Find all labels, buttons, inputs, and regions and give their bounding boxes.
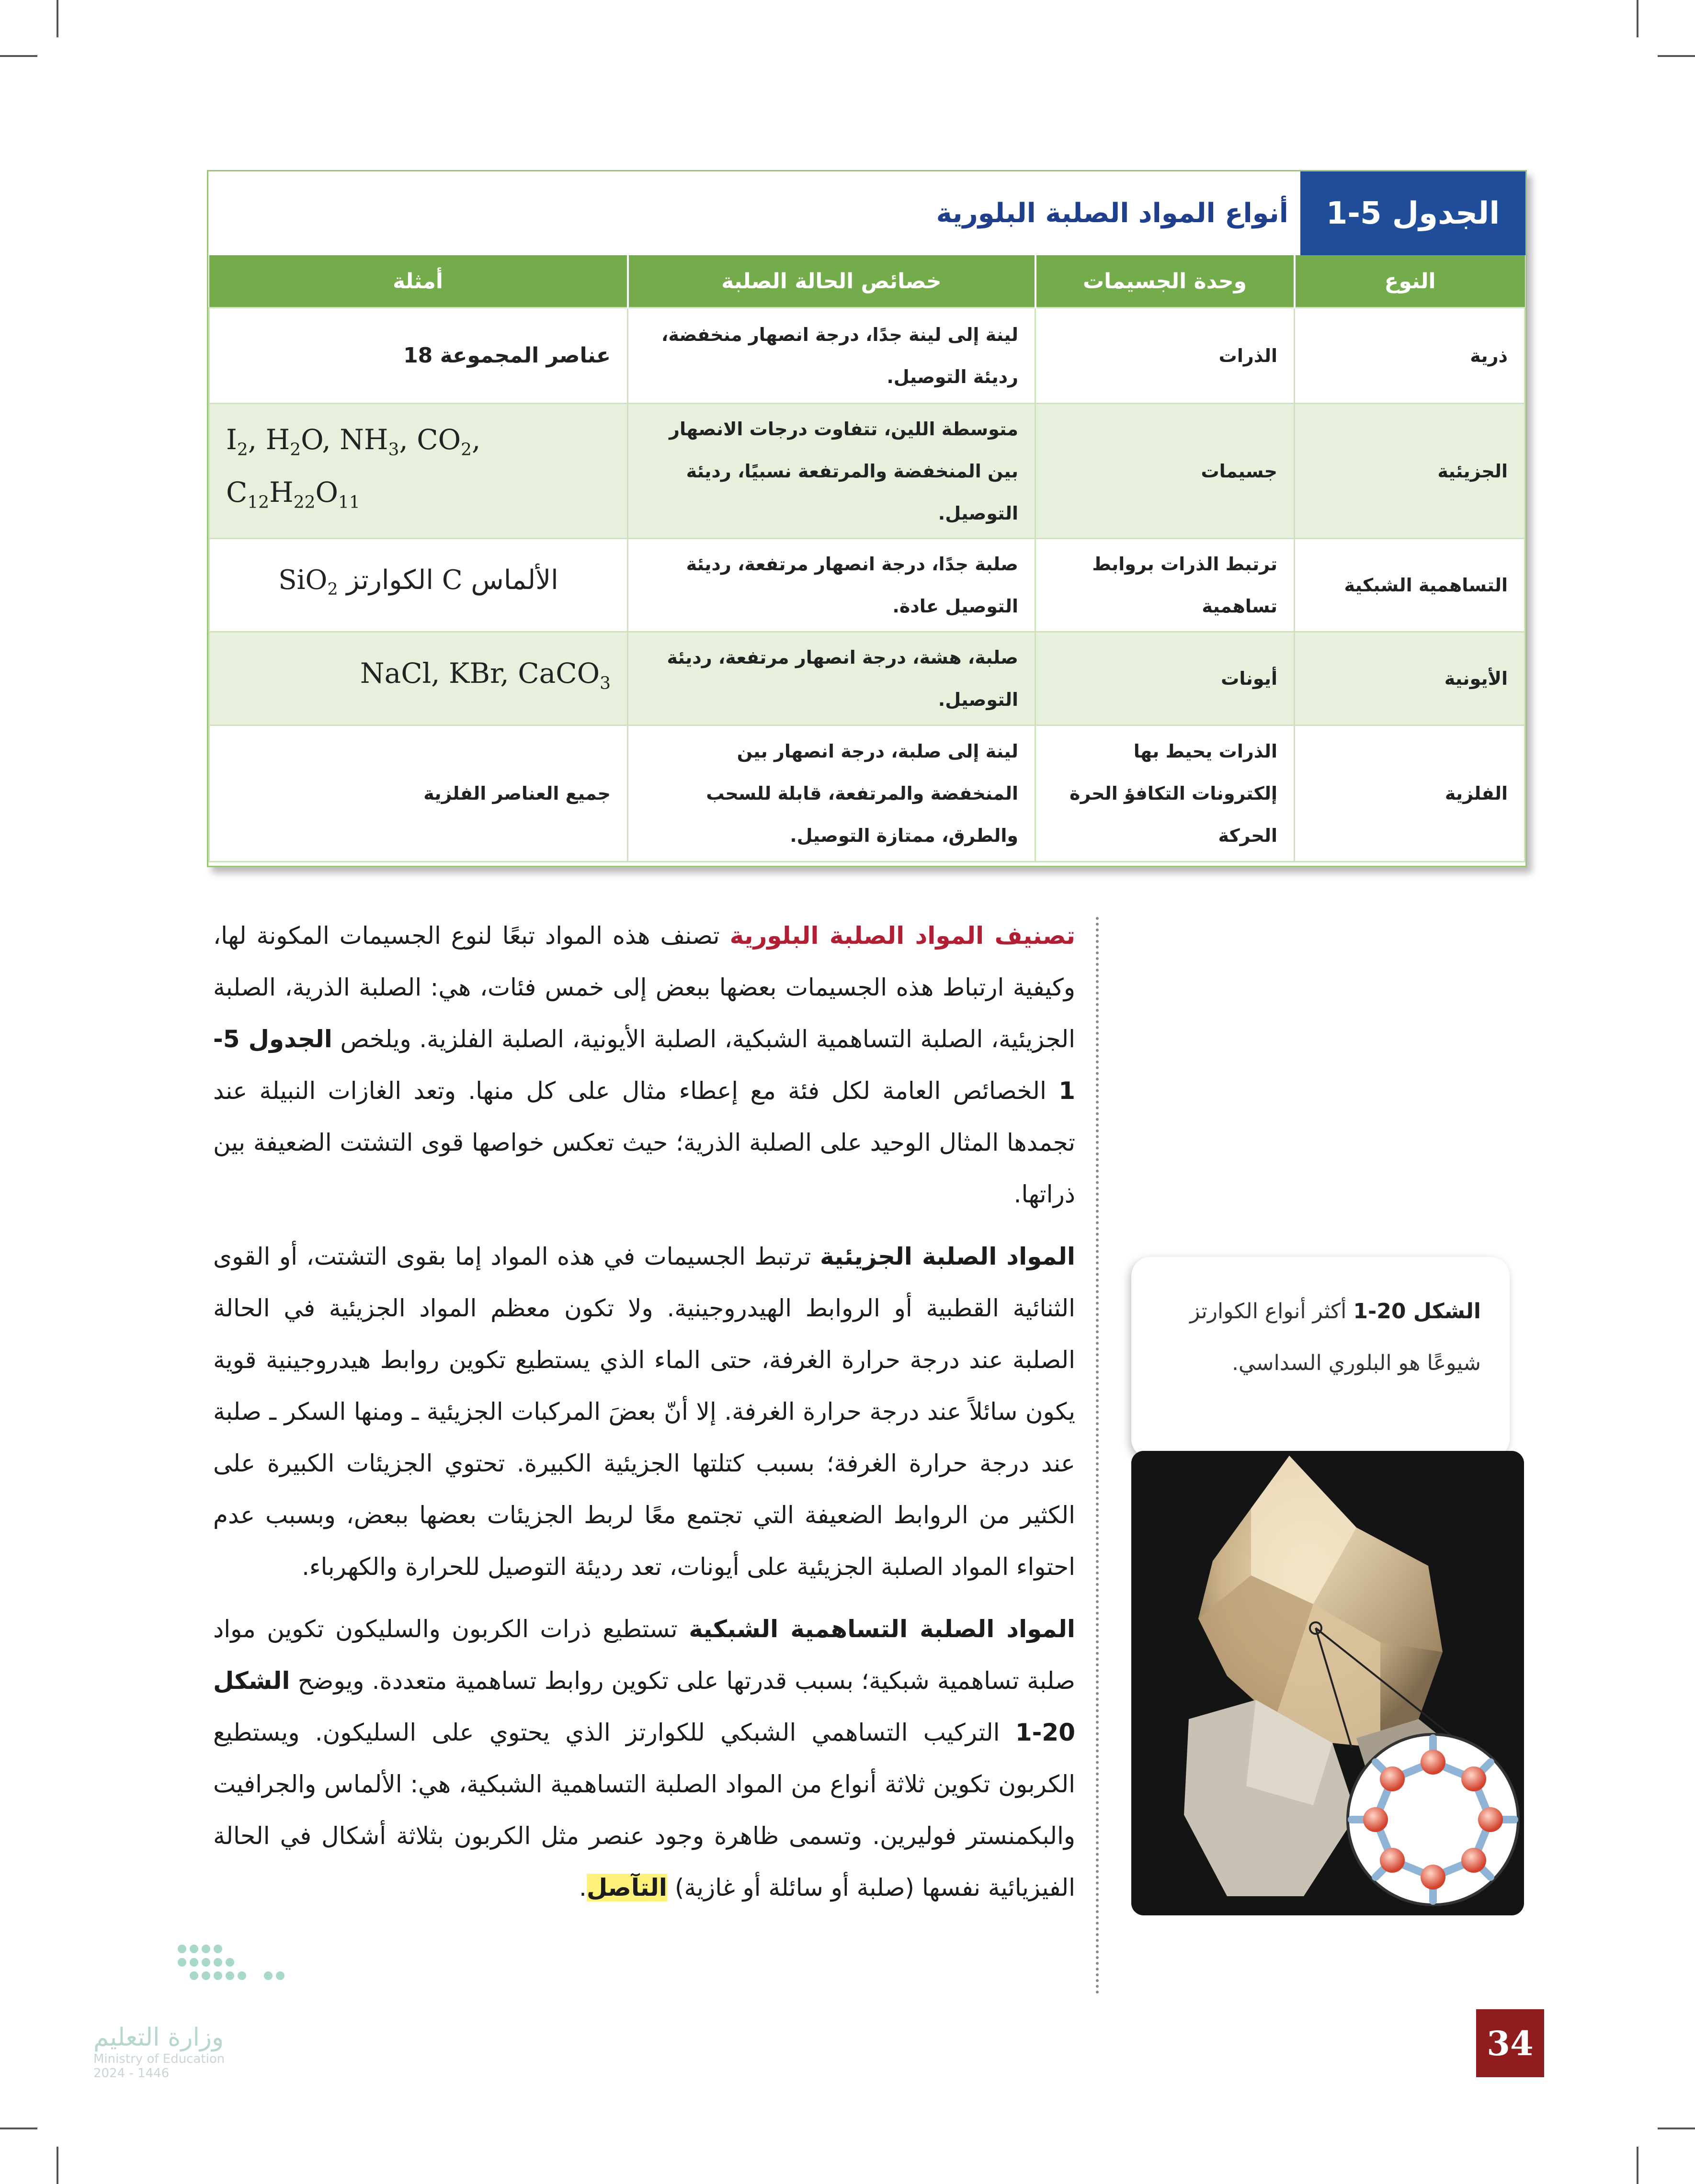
crop-mark	[0, 2127, 37, 2129]
heading-molecular: المواد الصلبة الجزيئية	[819, 1243, 1075, 1270]
crop-mark	[1637, 2147, 1638, 2184]
table-row	[209, 308, 1525, 404]
cell-properties: لينة إلى لينة جدًا، درجة انصهار منخفضة، رديئة التوصيل.	[628, 308, 1035, 404]
cell-type: ذرية	[1295, 308, 1525, 404]
crop-mark	[1658, 55, 1695, 57]
table-title: أنواع المواد الصلبة البلورية	[936, 198, 1288, 229]
paragraph-text: ترتبط الجسيمات في هذه المواد إما بقوى التشتت، أو القوى الثنائية القطبية أو الروابط الهيدروجينية. ولا تكون معظم المواد الجزيئية في الحالة الصلبة عند درجة حرارة الغرفة، حتى الماء الذي يستطيع تكوين روابط هيدروجينية قوية يكون سائلاً عند درجة حرارة الغرفة. إلا أنّ بعضَ المركبات الجزيئية ـ ومنها السكر ـ صلبة عند درجة حرارة الغرفة؛ بسبب كتلتها الجزيئية الكبيرة. تحتوي الجزيئات الكبيرة على الكثير من الروابط الضعيفة التي تجتمع معًا لربط الجزيئات بعضها ببعض، وبسبب عدم احتواء المواد الصلبة الجزيئية على أيونات، تعد رديئة التوصيل للحرارة والكهرباء.	[213, 1243, 1075, 1581]
paragraph-classification	[213, 910, 1075, 1220]
paragraph-network	[213, 1603, 1075, 1913]
col-header-unit: وحدة الجسيمات	[1035, 255, 1295, 308]
cell-type: الأيونية	[1295, 632, 1525, 725]
crop-mark	[0, 55, 37, 57]
cell-examples: عناصر المجموعة 18	[209, 308, 628, 404]
quartz-crystal-illustration	[1131, 1451, 1524, 1915]
crop-mark	[1658, 2127, 1695, 2129]
cell-unit: الذرات يحيط بها إلكترونات التكافؤ الحرة الحركة	[1035, 725, 1295, 862]
crop-mark	[57, 2147, 58, 2184]
cell-unit: جسيمات	[1035, 404, 1295, 539]
cell-examples: الألماس C الكوارتز SiO$_2$	[209, 539, 628, 632]
cell-properties: صلبة جدًا، درجة انصهار مرتفعة، رديئة التوصيل عادة.	[628, 539, 1035, 632]
cell-properties: لينة إلى صلبة، درجة انصهار بين المنخفضة والمرتفعة، قابلة للسحب والطرق، ممتازة التوصيل.	[628, 725, 1035, 862]
ministry-arabic: وزارة التعليم	[93, 2023, 224, 2052]
table-row	[209, 539, 1525, 632]
cell-type: الجزيئية	[1295, 404, 1525, 539]
cell-examples	[209, 404, 628, 539]
crop-mark	[1637, 0, 1638, 37]
table-header-row	[209, 255, 1525, 308]
cell-unit: ترتبط الذرات بروابط تساهمية	[1035, 539, 1295, 632]
heading-network: المواد الصلبة التساهمية الشبكية	[689, 1615, 1075, 1643]
figure-label: الشكل 20-1	[1353, 1299, 1481, 1324]
heading-classification: تصنيف المواد الصلبة البلورية	[729, 922, 1075, 950]
quartz-photo	[1131, 1451, 1524, 1915]
ionic-formulas: NaCl, KBr, CaCO$_3$	[360, 657, 611, 693]
ministry-english: Ministry of Education	[93, 2052, 225, 2066]
allotropy-term: التآصل	[586, 1874, 667, 1901]
body-text-column	[213, 910, 1075, 1924]
cell-properties: صلبة، هشة، درجة انصهار مرتفعة، رديئة التوصيل.	[628, 632, 1035, 725]
crystalline-solids-table	[207, 170, 1527, 867]
figure-caption	[1155, 1286, 1481, 1389]
cell-unit: أيونات	[1035, 632, 1295, 725]
table-row	[209, 404, 1525, 539]
cell-type: الفلزية	[1295, 725, 1525, 862]
paragraph-text: تستطيع ذرات الكربون والسليكون تكوين مواد صلبة تساهمية شبكية؛ بسبب قدرتها على تكوين روابط تساهمية متعددة. ويوضح	[213, 1615, 1075, 1695]
table-row	[209, 632, 1525, 725]
cell-type: التساهمية الشبكية	[1295, 539, 1525, 632]
paragraph-text: الخصائص العامة لكل فئة مع إعطاء مثال على كل منها. وتعد الغازات النبيلة عند تجمدها المثال الوحيد على الصلبة الذرية؛ حيث تعكس خواصها قوى التشتت الضعيفة بين ذراتها.	[213, 1077, 1075, 1208]
table-number: الجدول 5-1	[1300, 171, 1525, 255]
cell-examples: جميع العناصر الفلزية	[209, 725, 628, 862]
col-header-examples: أمثلة	[209, 255, 628, 308]
figure-caption-box	[1131, 1257, 1510, 1458]
table-reference: الجدول 5-1	[213, 1025, 1075, 1105]
col-header-type: النوع	[1295, 255, 1525, 308]
page-number: 34	[1476, 2009, 1544, 2077]
paragraph-end: .	[579, 1874, 587, 1901]
cell-properties: متوسطة اللين، تتفاوت درجات الانصهار بين المنخفضة والمرتفعة نسبيًا، رديئة التوصيل.	[628, 404, 1035, 539]
cell-examples	[209, 632, 628, 725]
ministry-year: 2024 - 1446	[93, 2066, 170, 2081]
column-divider	[1096, 917, 1099, 1994]
paragraph-text: تصنف هذه المواد تبعًا لنوع الجسيمات المكونة لها، وكيفية ارتباط هذه الجسيمات بعضها ببعض إلى خمس فئات، هي: الصلبة الذرية، الصلبة الجزيئية، الصلبة التساهمية الشبكية، الصلبة الأيونية، الصلبة الفلزية. ويلخص	[213, 922, 1075, 1053]
figure-caption-text: أكثر أنواع الكوارتز شيوعًا هو البلوري السداسي.	[1190, 1299, 1481, 1375]
table-row	[209, 725, 1525, 862]
col-header-properties: خصائص الحالة الصلبة	[628, 255, 1035, 308]
ministry-logo	[93, 2023, 266, 2081]
ministry-dots-icon	[172, 1935, 345, 1992]
paragraph-text: التركيب التساهمي الشبكي للكوارتز الذي يحتوي على السليكون. ويستطيع الكربون تكوين ثلاثة أنواع من المواد الصلبة التساهمية الشبكية، هي: الألماس والجرافيت والبكمنستر فوليرين. وتسمى ظاهرة وجود عنصر مثل الكربون بثلاثة أشكال في الحالة الفيزيائية نفسها (صلبة أو سائلة أو غازية)	[213, 1719, 1075, 1901]
paragraph-molecular	[213, 1231, 1075, 1593]
table-header-bar	[208, 171, 1525, 255]
table-grid	[208, 255, 1525, 862]
crop-mark	[57, 0, 58, 37]
cell-unit: الذرات	[1035, 308, 1295, 404]
figure-reference: الشكل 20-1	[213, 1667, 1075, 1746]
molecular-formulas: $I_2$, $H_2O$, $NH_3$, $CO_2$, $C_{12}H_{22}O_{11}$	[226, 423, 481, 512]
